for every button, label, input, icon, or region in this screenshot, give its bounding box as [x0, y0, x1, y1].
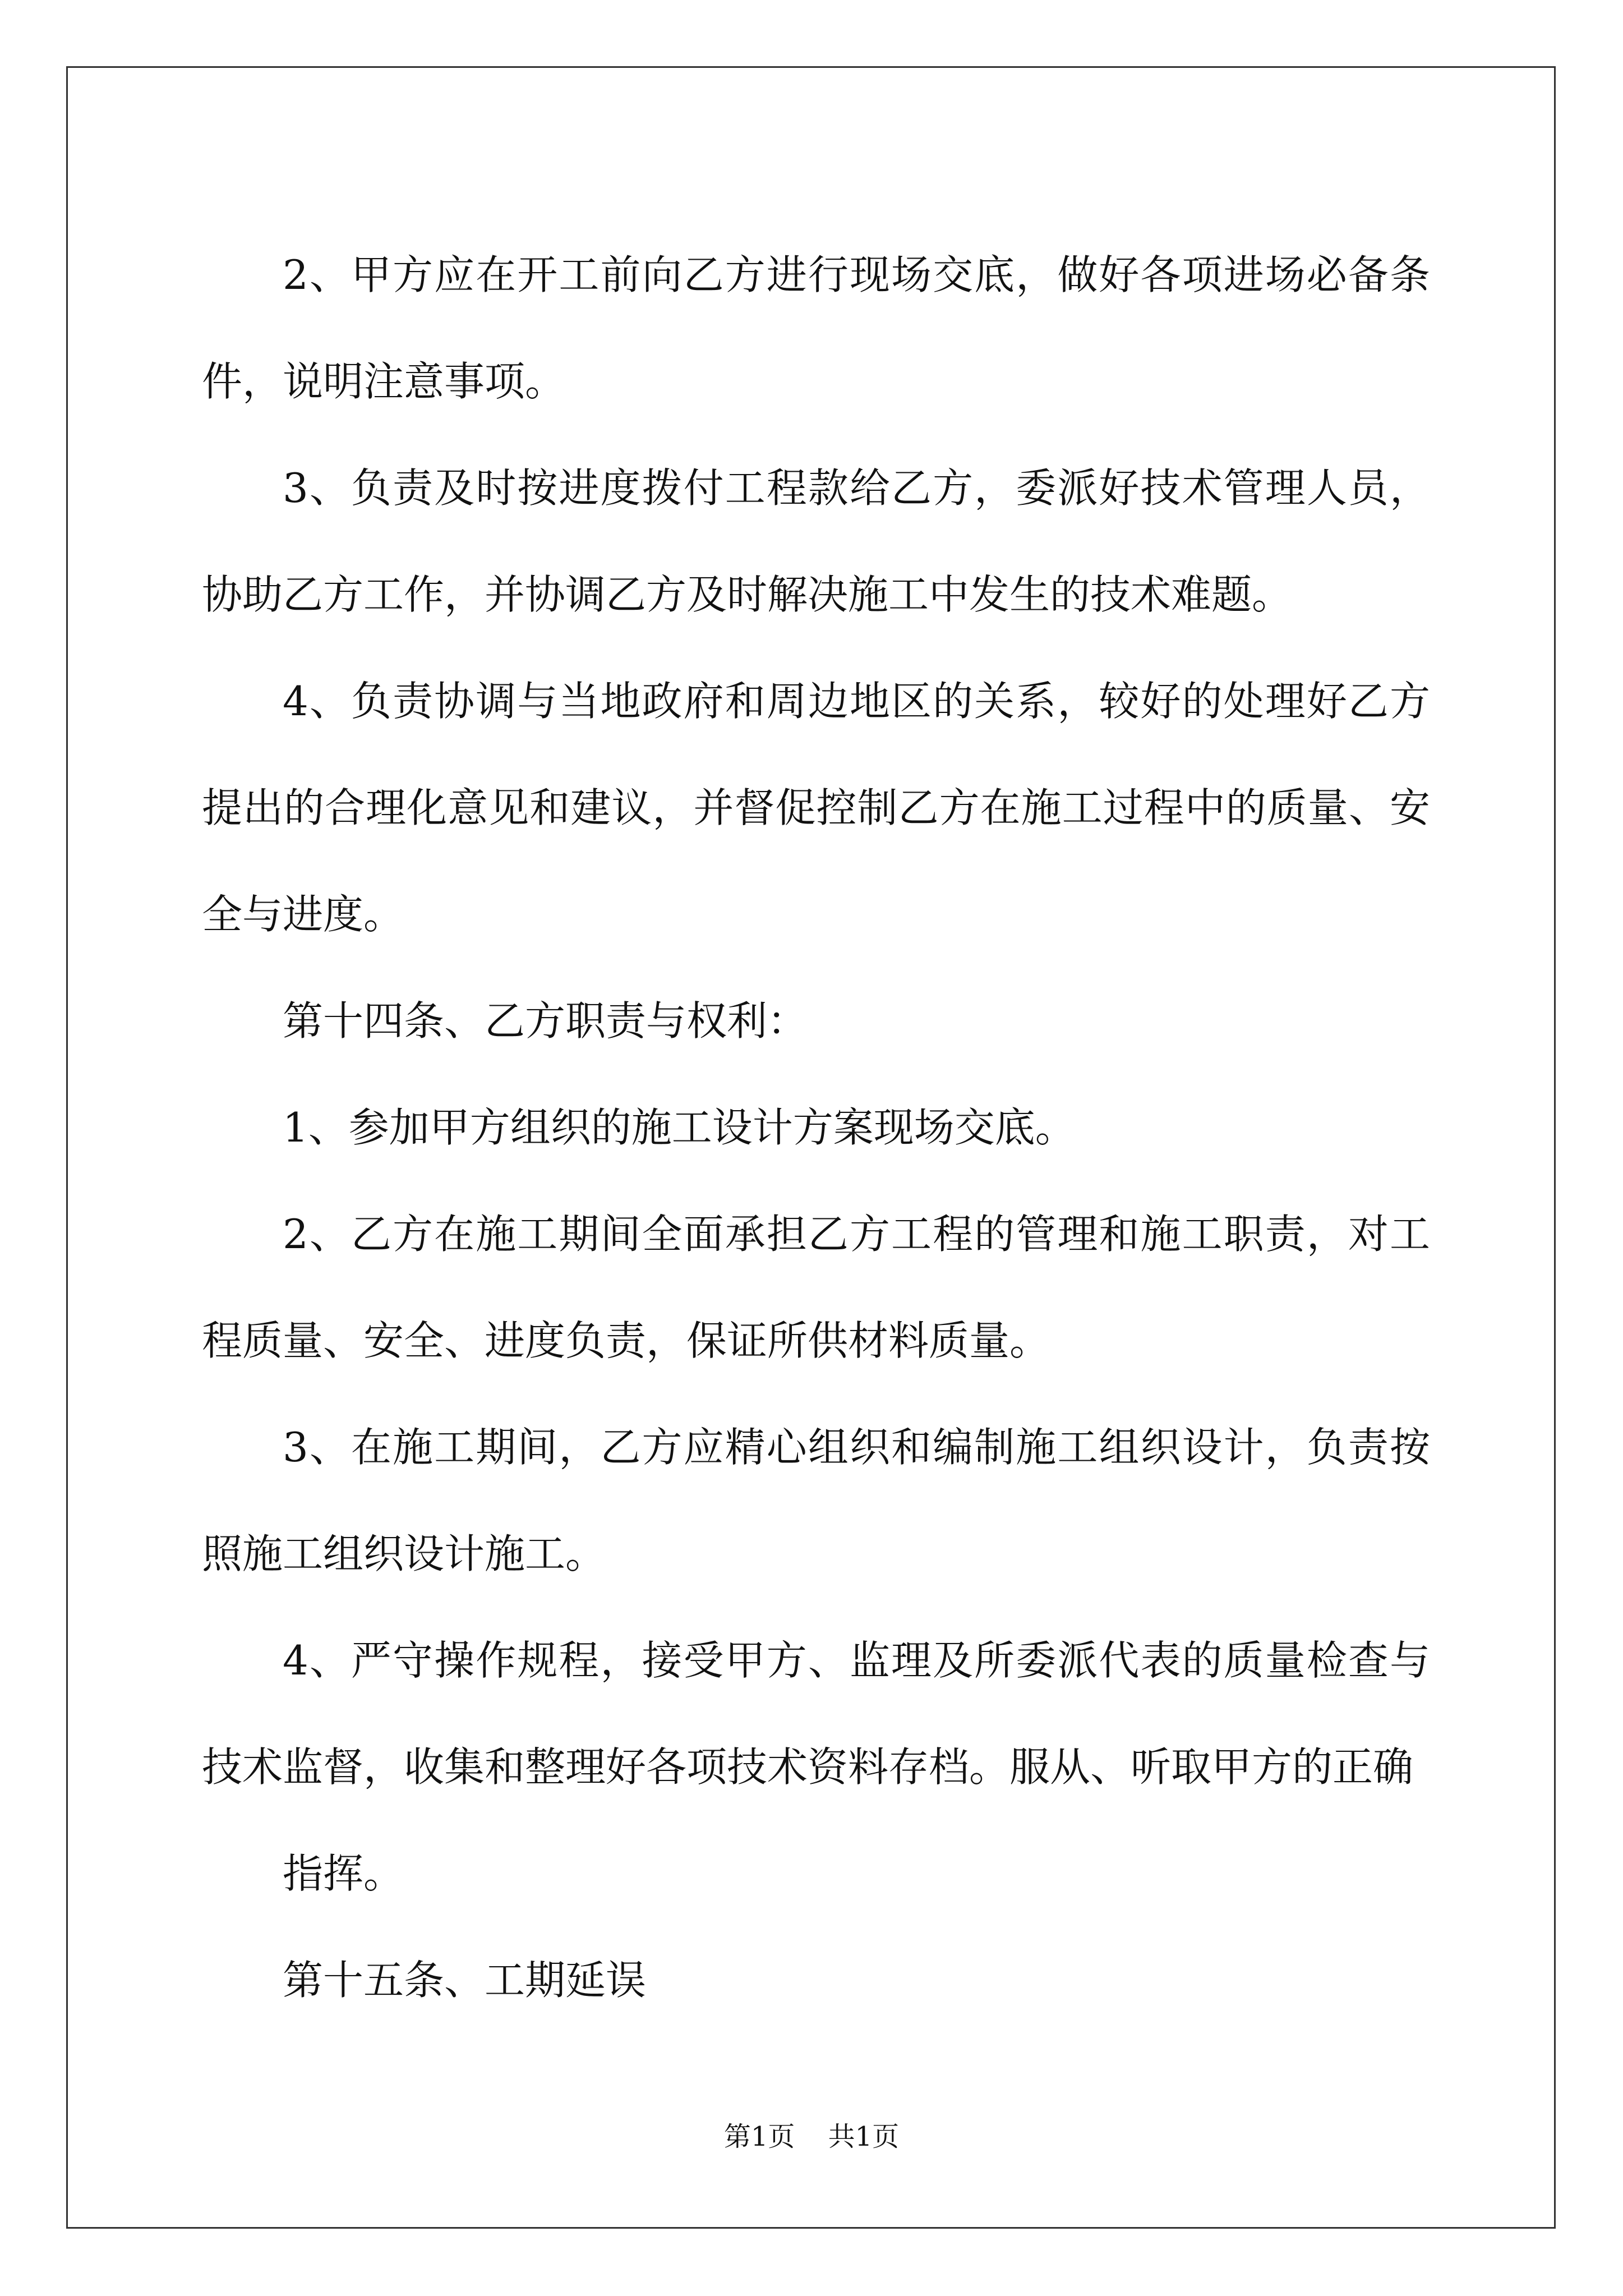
- paragraph-party-a-3: 3、负责及时按进度拨付工程款给乙方，委派好技术管理人员，协助乙方工作，并协调乙方及时解决施工中发生的技术难题。: [202, 464, 1430, 618]
- heading-article-15: 第十五条、工期延误: [283, 1957, 647, 2004]
- heading-article-14: 第十四条、乙方职责与权利：: [283, 997, 808, 1045]
- paragraph-party-b-1: 1、参加甲方组织的施工设计方案现场交底。: [283, 1104, 1076, 1151]
- page-number-current: 第1页: [723, 2121, 795, 2152]
- paragraph-party-b-4: 4、严守操作规程，接受甲方、监理及所委派代表的质量检查与技术监督，收集和整理好各项技术资料存档。服从、听取甲方的正确: [202, 1637, 1430, 1791]
- page-number-total: 共1页: [828, 2121, 900, 2152]
- paragraph-party-b-2: 2、乙方在施工期间全面承担乙方工程的管理和施工职责，对工程质量、安全、进度负责，保证所供材料质量。: [202, 1211, 1430, 1364]
- paragraph-party-a-2: 2、甲方应在开工前向乙方进行现场交底，做好各项进场必备条件，说明注意事项。: [202, 251, 1430, 405]
- document-body: [202, 222, 1430, 2033]
- page-footer: [0, 2115, 1623, 2154]
- paragraph-party-a-4: 4、负责协调与当地政府和周边地区的关系，较好的处理好乙方提出的合理化意见和建议，并督促控制乙方在施工过程中的质量、安全与进度。: [202, 678, 1430, 938]
- paragraph-party-b-3: 3、在施工期间，乙方应精心组织和编制施工组织设计，负责按照施工组织设计施工。: [202, 1424, 1430, 1577]
- paragraph-continuation: 指挥。: [283, 1850, 404, 1897]
